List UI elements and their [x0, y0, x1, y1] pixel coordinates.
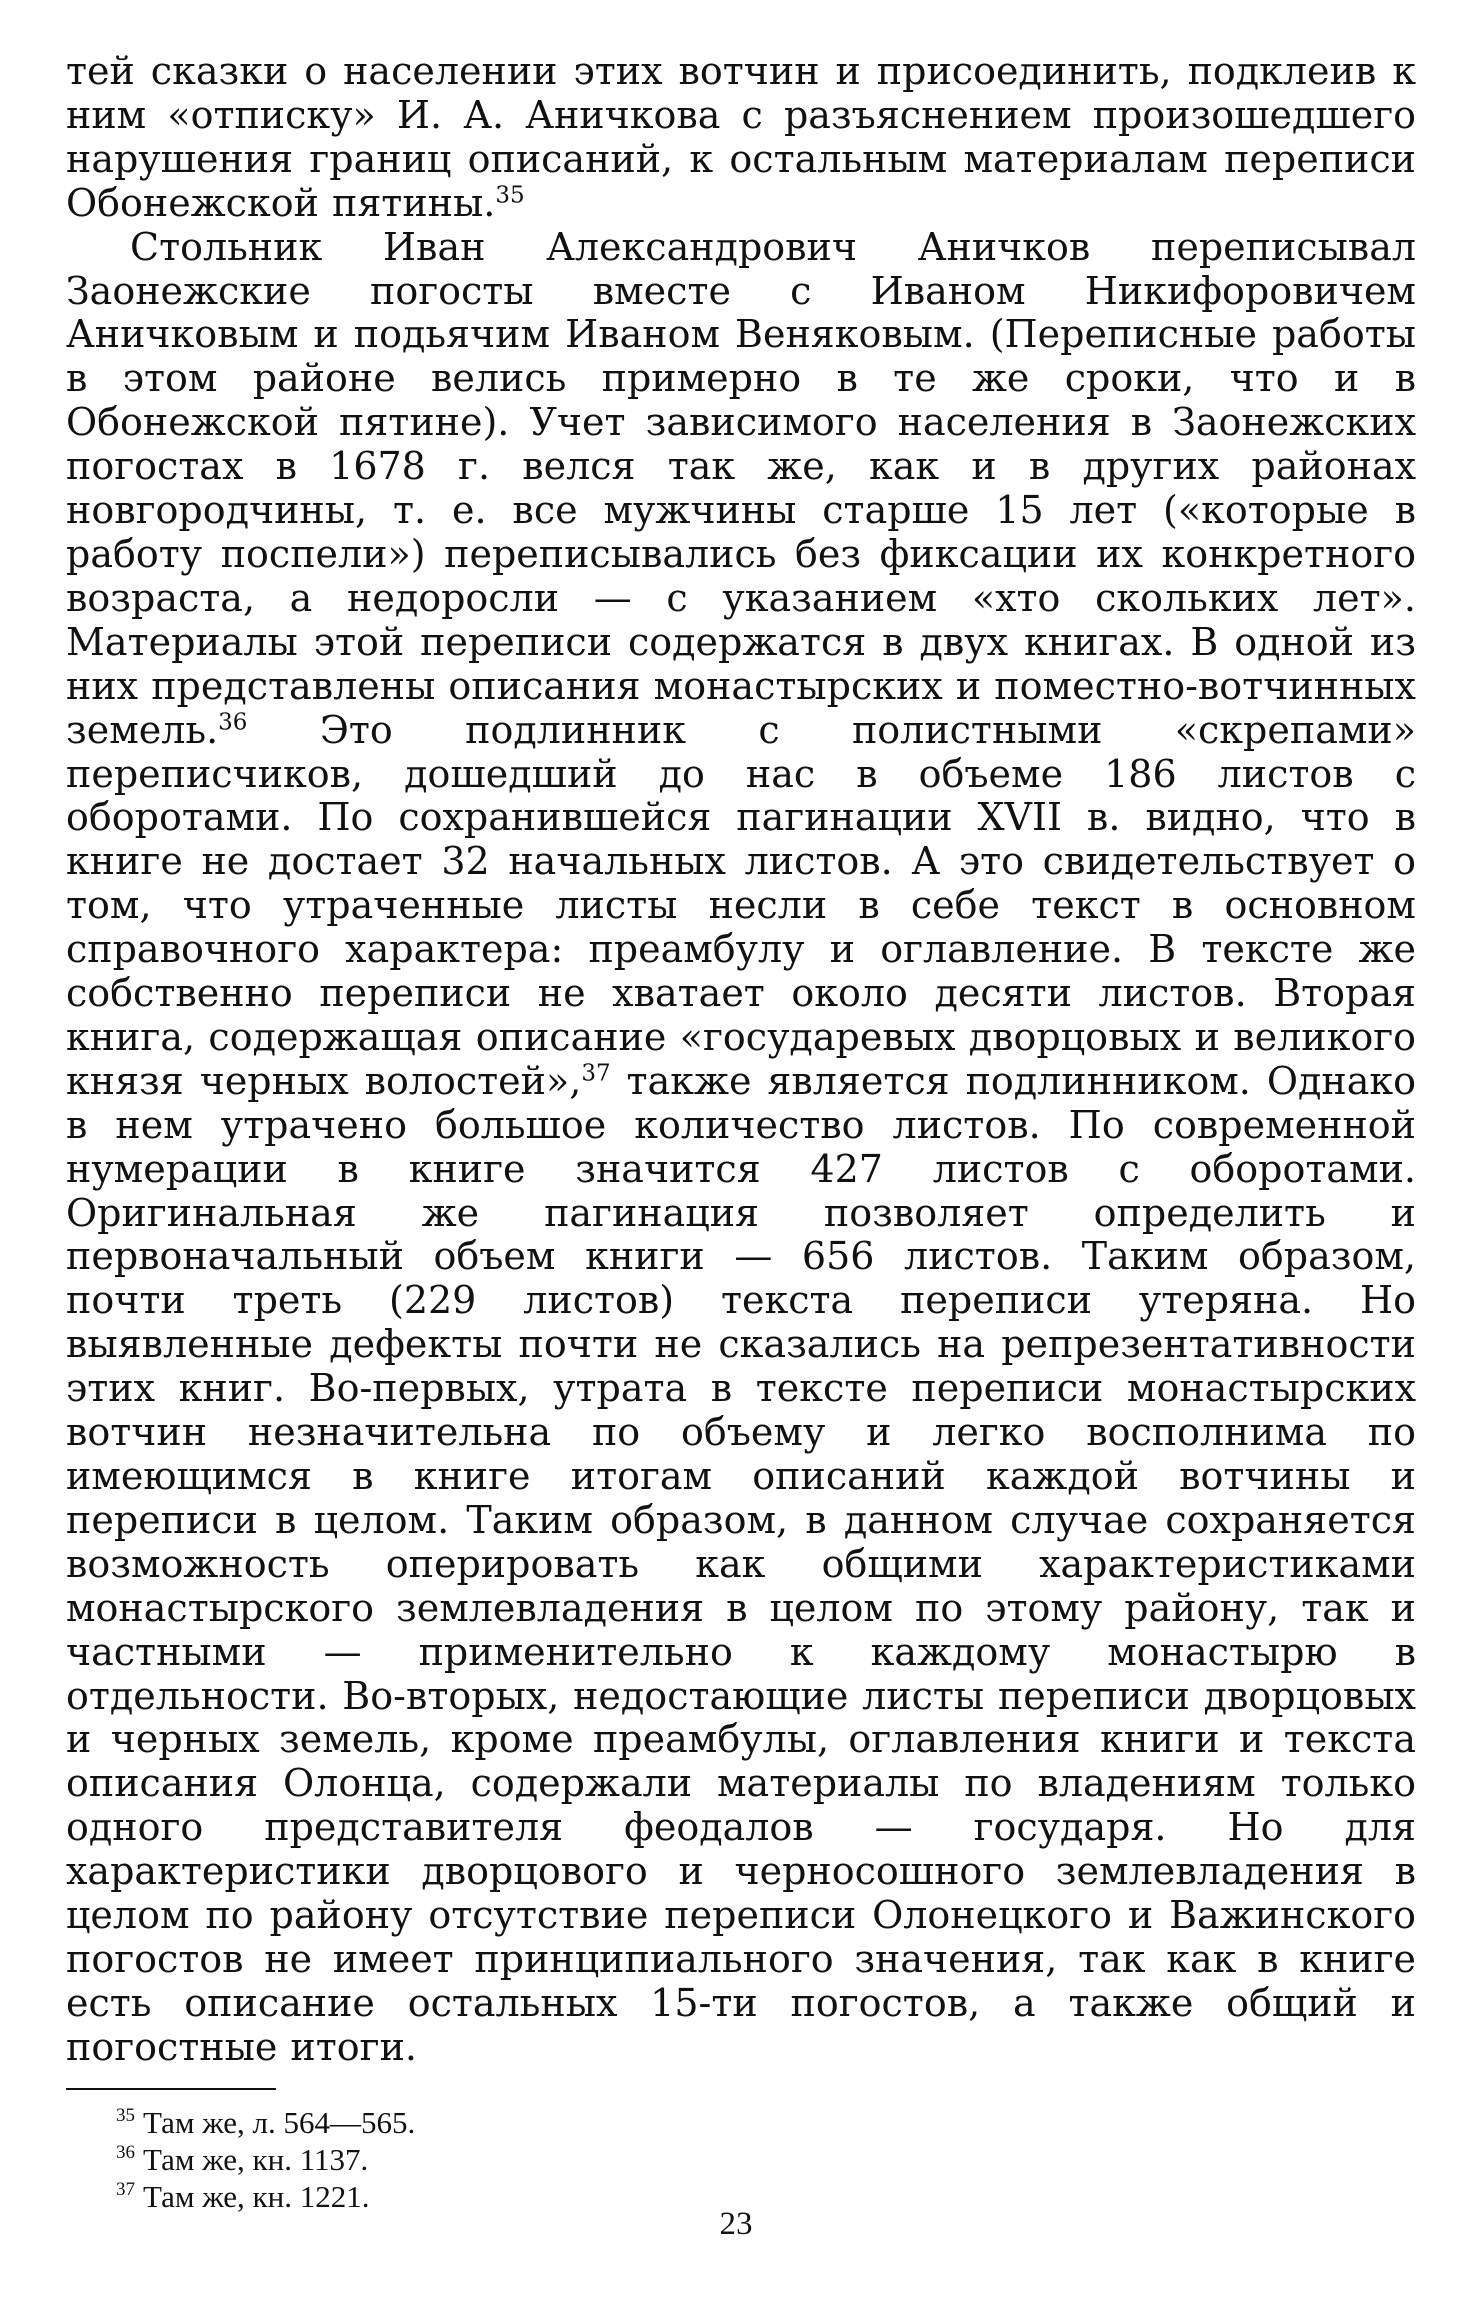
footnote-divider [66, 2088, 276, 2090]
main-text [66, 50, 1416, 2070]
paragraph-2 [66, 226, 1416, 2070]
footnote-number: 36 [116, 2142, 135, 2164]
book-page [66, 50, 1416, 2215]
footnotes [66, 2104, 1416, 2215]
footnote-ref-37: 37 [581, 1060, 611, 1087]
paragraph-1-text: тей сказки о населении этих вотчин и присоединить, подклеив к ним «отписку» И. А. Аничкова с разъяснением произошедшего нарушения границ описаний, к остальным материалам переписи Обонежской пятины. [66, 49, 1416, 225]
footnote-number: 37 [116, 2179, 135, 2201]
footnote-number: 35 [116, 2105, 135, 2127]
page-number: 23 [719, 2206, 753, 2242]
footnote-35 [66, 2104, 1416, 2141]
paragraph-1 [66, 50, 1416, 226]
footnote-ref-36: 36 [218, 708, 248, 735]
paragraph-2-text-a: Стольник Иван Александрович Аничков переписывал Заонежские погосты вместе с Иваном Никифоровичем Аничковым и подьячим Иваном Веняковым. (Переписные работы в этом районе велись примерно в те же сроки, что и в Обонежской пятине). Учет зависимого населения в Заонежских погостах в 1678 г. велся так же, как и в других районах новгородчины, т. е. все мужчины старше 15 лет («которые в работу поспели») переписывались без фиксации их конкретного возраста, а недоросли — с указанием «хто скольких лет». Материалы этой переписи содержатся в двух книгах. В одной из них представлены описания монастырских и поместно-вотчинных земель. [66, 224, 1416, 752]
footnote-text: Там же, кн. 1221. [143, 2178, 370, 2214]
footnote-ref-35: 35 [495, 182, 525, 209]
footnote-36 [66, 2141, 1416, 2178]
paragraph-2-text-c: также является подлинником. Однако в нем утрачено большое количество листов. По современной нумерации в книге значится 427 листов с оборотами. Оригинальная же пагинация позволяет определить и первоначальный объем книги — 656 листов. Таким образом, почти треть (229 листов) текста переписи утеряна. Но выявленные дефекты почти не сказались на репрезентативности этих книг. Во-первых, утрата в тексте переписи монастырских вотчин незначительна по объему и легко восполнима по имеющимся в книге итогам описаний каждой вотчины и переписи в целом. Таким образом, в данном случае сохраняется возможность оперировать как общими характеристиками монастырского землевладения в целом по этому району, так и частными — применительно к каждому монастырю в отдельности. Во-вторых, недостающие листы переписи дворцовых и черных земель, кроме преамбулы, оглавления книги и текста описания Олонца, содержали материалы по владениям только одного представителя феодалов — государя. Но для характеристики дворцового и черносошного землевладения в целом по району отсутствие переписи Олонецкого и Важинского погостов не имеет принципиального значения, так как в книге есть описание остальных 15-ти погостов, а также общий и погостные итоги. [66, 1058, 1416, 2069]
footnote-text: Там же, л. 564—565. [143, 2104, 416, 2140]
footnote-text: Там же, кн. 1137. [143, 2141, 369, 2177]
paragraph-2-text-b: Это подлинник с полистными «скрепами» переписчиков, дошедший до нас в объеме 186 листов с оборотами. По сохранившейся пагинации XVII в. видно, что в книге не достает 32 начальных листов. А это свидетельствует о том, что утраченные листы несли в себе текст в основном справочного характера: преамбулу и оглавление. В тексте же собственно переписи не хватает около десяти листов. Вторая книга, содержащая описание «государевых дворцовых и великого князя черных волостей», [66, 707, 1416, 1103]
